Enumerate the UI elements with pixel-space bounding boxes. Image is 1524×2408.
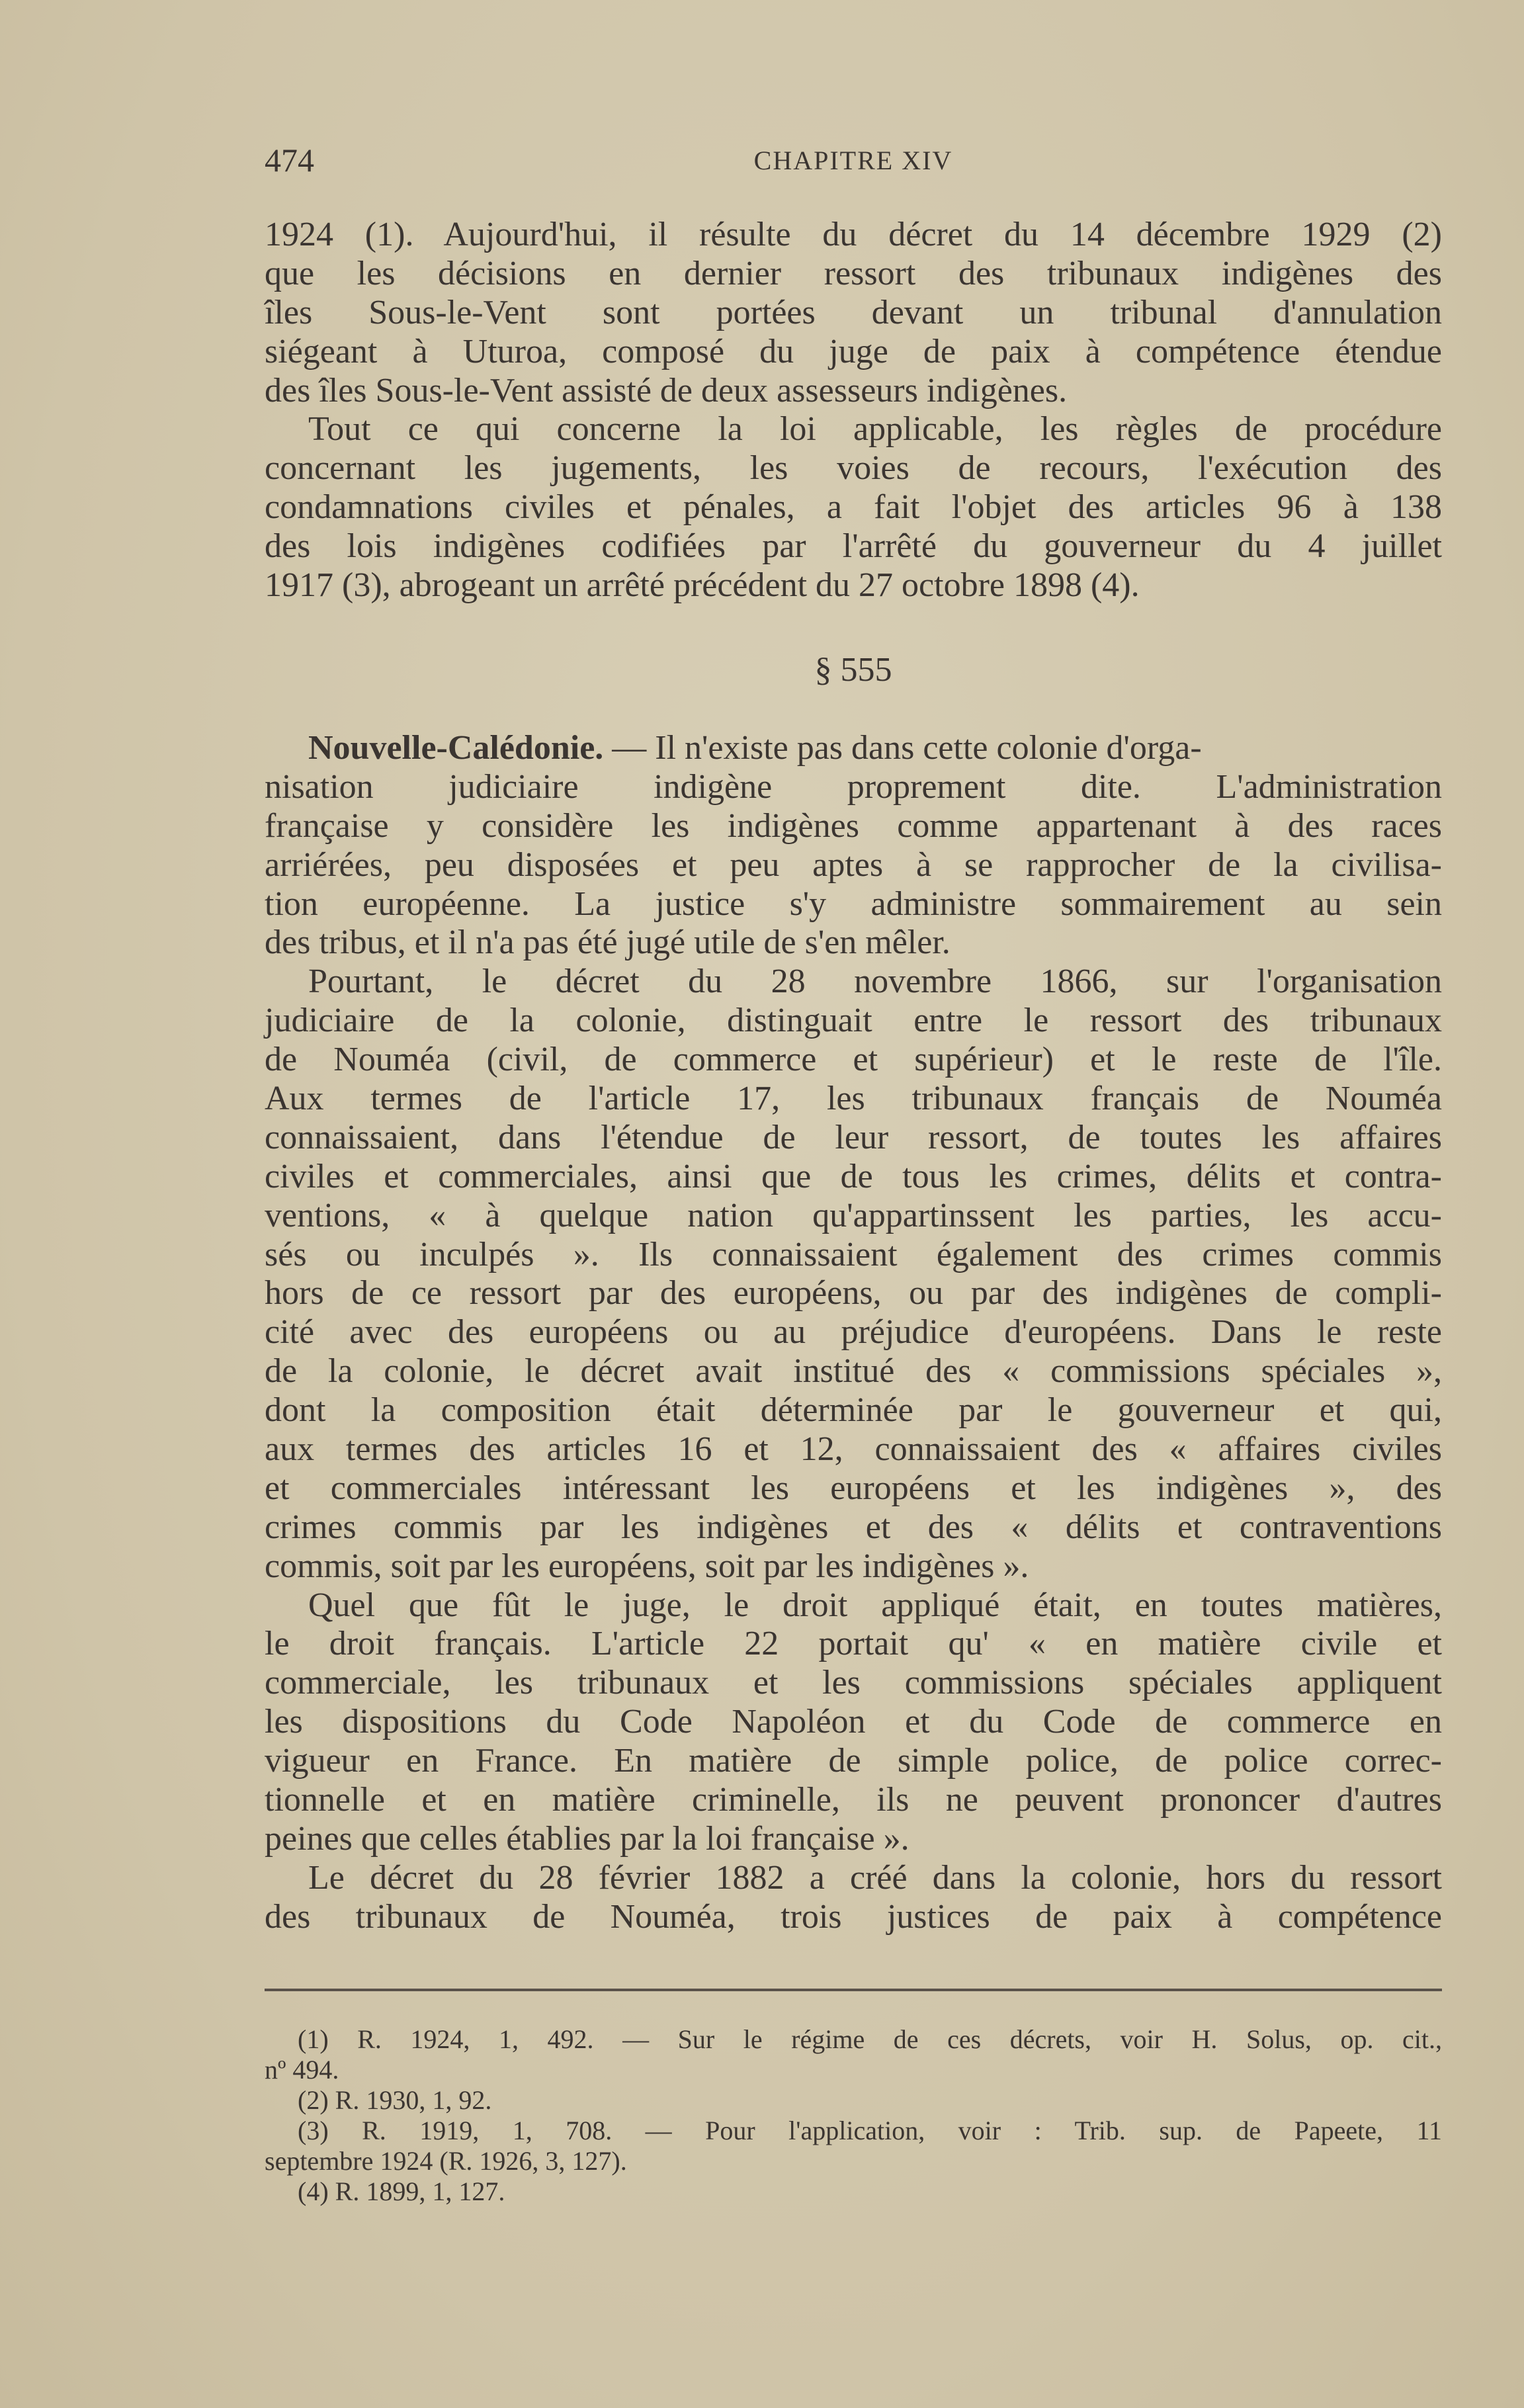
paragraph-line: Pourtant, le décret du 28 novembre 1866, sur l'organisation	[308, 963, 1442, 1001]
footnote-line: (2) R. 1930, 1, 92.	[298, 2085, 492, 2115]
paragraph-line: des lois indigènes codifiées par l'arrêté du gouverneur du 4 juillet	[265, 527, 1442, 566]
line-text: — Il n'existe pas dans cette colonie d'orga-	[603, 729, 1202, 767]
paragraph-line: concernant les jugements, les voies de recours, l'exécution des	[265, 449, 1442, 488]
paragraph-line: judiciaire de la colonie, distinguait entre le ressort des tribunaux	[265, 1002, 1442, 1040]
paragraph-line: arriérées, peu disposées et peu aptes à se rapprocher de la civilisa-	[265, 845, 1442, 884]
paragraph-line: nisation judiciaire indigène proprement dite. L'administration	[265, 767, 1442, 806]
paragraph-line: française y considère les indigènes comme appartenant à des races	[265, 806, 1442, 845]
paragraph-line: le droit français. L'article 22 portait qu' « en matière civile et	[265, 1625, 1442, 1663]
paragraph-line: tionnelle et en matière criminelle, ils ne peuvent prononcer d'autres	[265, 1781, 1442, 1819]
paragraph-line: Aux termes de l'article 17, les tribunaux français de Nouméa	[265, 1080, 1442, 1118]
paragraph-line: les dispositions du Code Napoléon et du Code de commerce en	[265, 1703, 1442, 1741]
paragraph-line: et commerciales intéressant les européens et les indigènes », des	[265, 1469, 1442, 1507]
paragraph-line: des îles Sous-le-Vent assisté de deux assesseurs indigènes.	[265, 371, 1068, 409]
body-text-section	[265, 729, 1442, 1937]
footnote-line: (4) R. 1899, 1, 127.	[298, 2176, 505, 2206]
paragraph-line: sés ou inculpés ». Ils connaissaient également des crimes commis	[265, 1235, 1442, 1273]
paragraph-line: siégeant à Uturoa, composé du juge de paix à compétence étendue	[265, 332, 1442, 370]
paragraph-line: dont la composition était déterminée par le gouverneur et qui,	[265, 1391, 1442, 1430]
paragraph-line: aux termes des articles 16 et 12, connaissaient des « affaires civiles	[265, 1430, 1442, 1469]
section-lead-title: Nouvelle-Calédonie.	[308, 729, 604, 767]
paragraph-line: 1917 (3), abrogeant un arrêté précédent du 27 octobre 1898 (4).	[265, 566, 1140, 605]
paragraph-line: 1924 (1). Aujourd'hui, il résulte du décret du 14 décembre 1929 (2)	[265, 216, 1442, 253]
section-heading: § 555	[814, 651, 892, 689]
paragraph-line: vigueur en France. En matière de simple police, de police correc-	[265, 1742, 1442, 1780]
paragraph-line: hors de ce ressort par des européens, ou par des indigènes de compli-	[265, 1274, 1442, 1312]
paragraph-line: tion européenne. La justice s'y administre sommairement au sein	[265, 884, 1442, 923]
paragraph-line: Tout ce qui concerne la loi applicable, les règles de procédure	[308, 410, 1442, 449]
paragraph-line: Le décret du 28 février 1882 a créé dans la colonie, hors du ressort	[308, 1858, 1442, 1897]
paragraph-line: civiles et commerciales, ainsi que de tous les crimes, délits et contra-	[265, 1157, 1442, 1195]
paragraph-line: commis, soit par les européens, soit par les indigènes ».	[265, 1547, 1029, 1585]
footnote-line: nº 494.	[265, 2055, 339, 2085]
paragraph-line: condamnations civiles et pénales, a fait l'objet des articles 96 à 138	[265, 488, 1442, 527]
paragraph-line: de Nouméa (civil, de commerce et supérieur) et le reste de l'île.	[265, 1041, 1442, 1079]
footnote-rule	[265, 1989, 1442, 1991]
paragraph-line: crimes commis par les indigènes et des « délits et contraventions	[265, 1508, 1442, 1546]
footnote-line: septembre 1924 (R. 1926, 3, 127).	[265, 2146, 627, 2176]
paragraph-line: îles Sous-le-Vent sont portées devant un tribunal d'annulation	[265, 293, 1442, 331]
body-text-top	[265, 216, 1442, 605]
paragraph-line: commerciale, les tribunaux et les commissions spéciales appliquent	[265, 1664, 1442, 1702]
paragraph-line: que les décisions en dernier ressort des tribunaux indigènes des	[265, 254, 1442, 292]
paragraph-line	[265, 729, 1442, 768]
paragraph-line: ventions, « à quelque nation qu'appartinssent les parties, les accu-	[265, 1196, 1442, 1234]
paragraph-line: de la colonie, le décret avait institué des « commissions spéciales »,	[265, 1352, 1442, 1391]
page-number: 474	[265, 142, 314, 179]
paragraph-line: cité avec des européens ou au préjudice d'européens. Dans le reste	[265, 1313, 1442, 1352]
paragraph-line: connaissaient, dans l'étendue de leur ressort, de toutes les affaires	[265, 1118, 1442, 1156]
paragraph-line: Quel que fût le juge, le droit appliqué était, en toutes matières,	[308, 1586, 1442, 1624]
footnote-line: (1) R. 1924, 1, 492. — Sur le régime de ces décrets, voir H. Solus, op. cit.,	[298, 2024, 1442, 2054]
paragraph-line: des tribunaux de Nouméa, trois justices de paix à compétence	[265, 1897, 1442, 1936]
footnotes	[265, 2024, 1442, 2207]
paragraph-line: des tribus, et il n'a pas été jugé utile de s'en mêler.	[265, 924, 951, 962]
paragraph-line: peines que celles établies par la loi française ».	[265, 1819, 910, 1858]
footnote-line: (3) R. 1919, 1, 708. — Pour l'application, voir : Trib. sup. de Papeete, 11	[298, 2116, 1442, 2145]
running-header: CHAPITRE XIV	[753, 146, 953, 175]
